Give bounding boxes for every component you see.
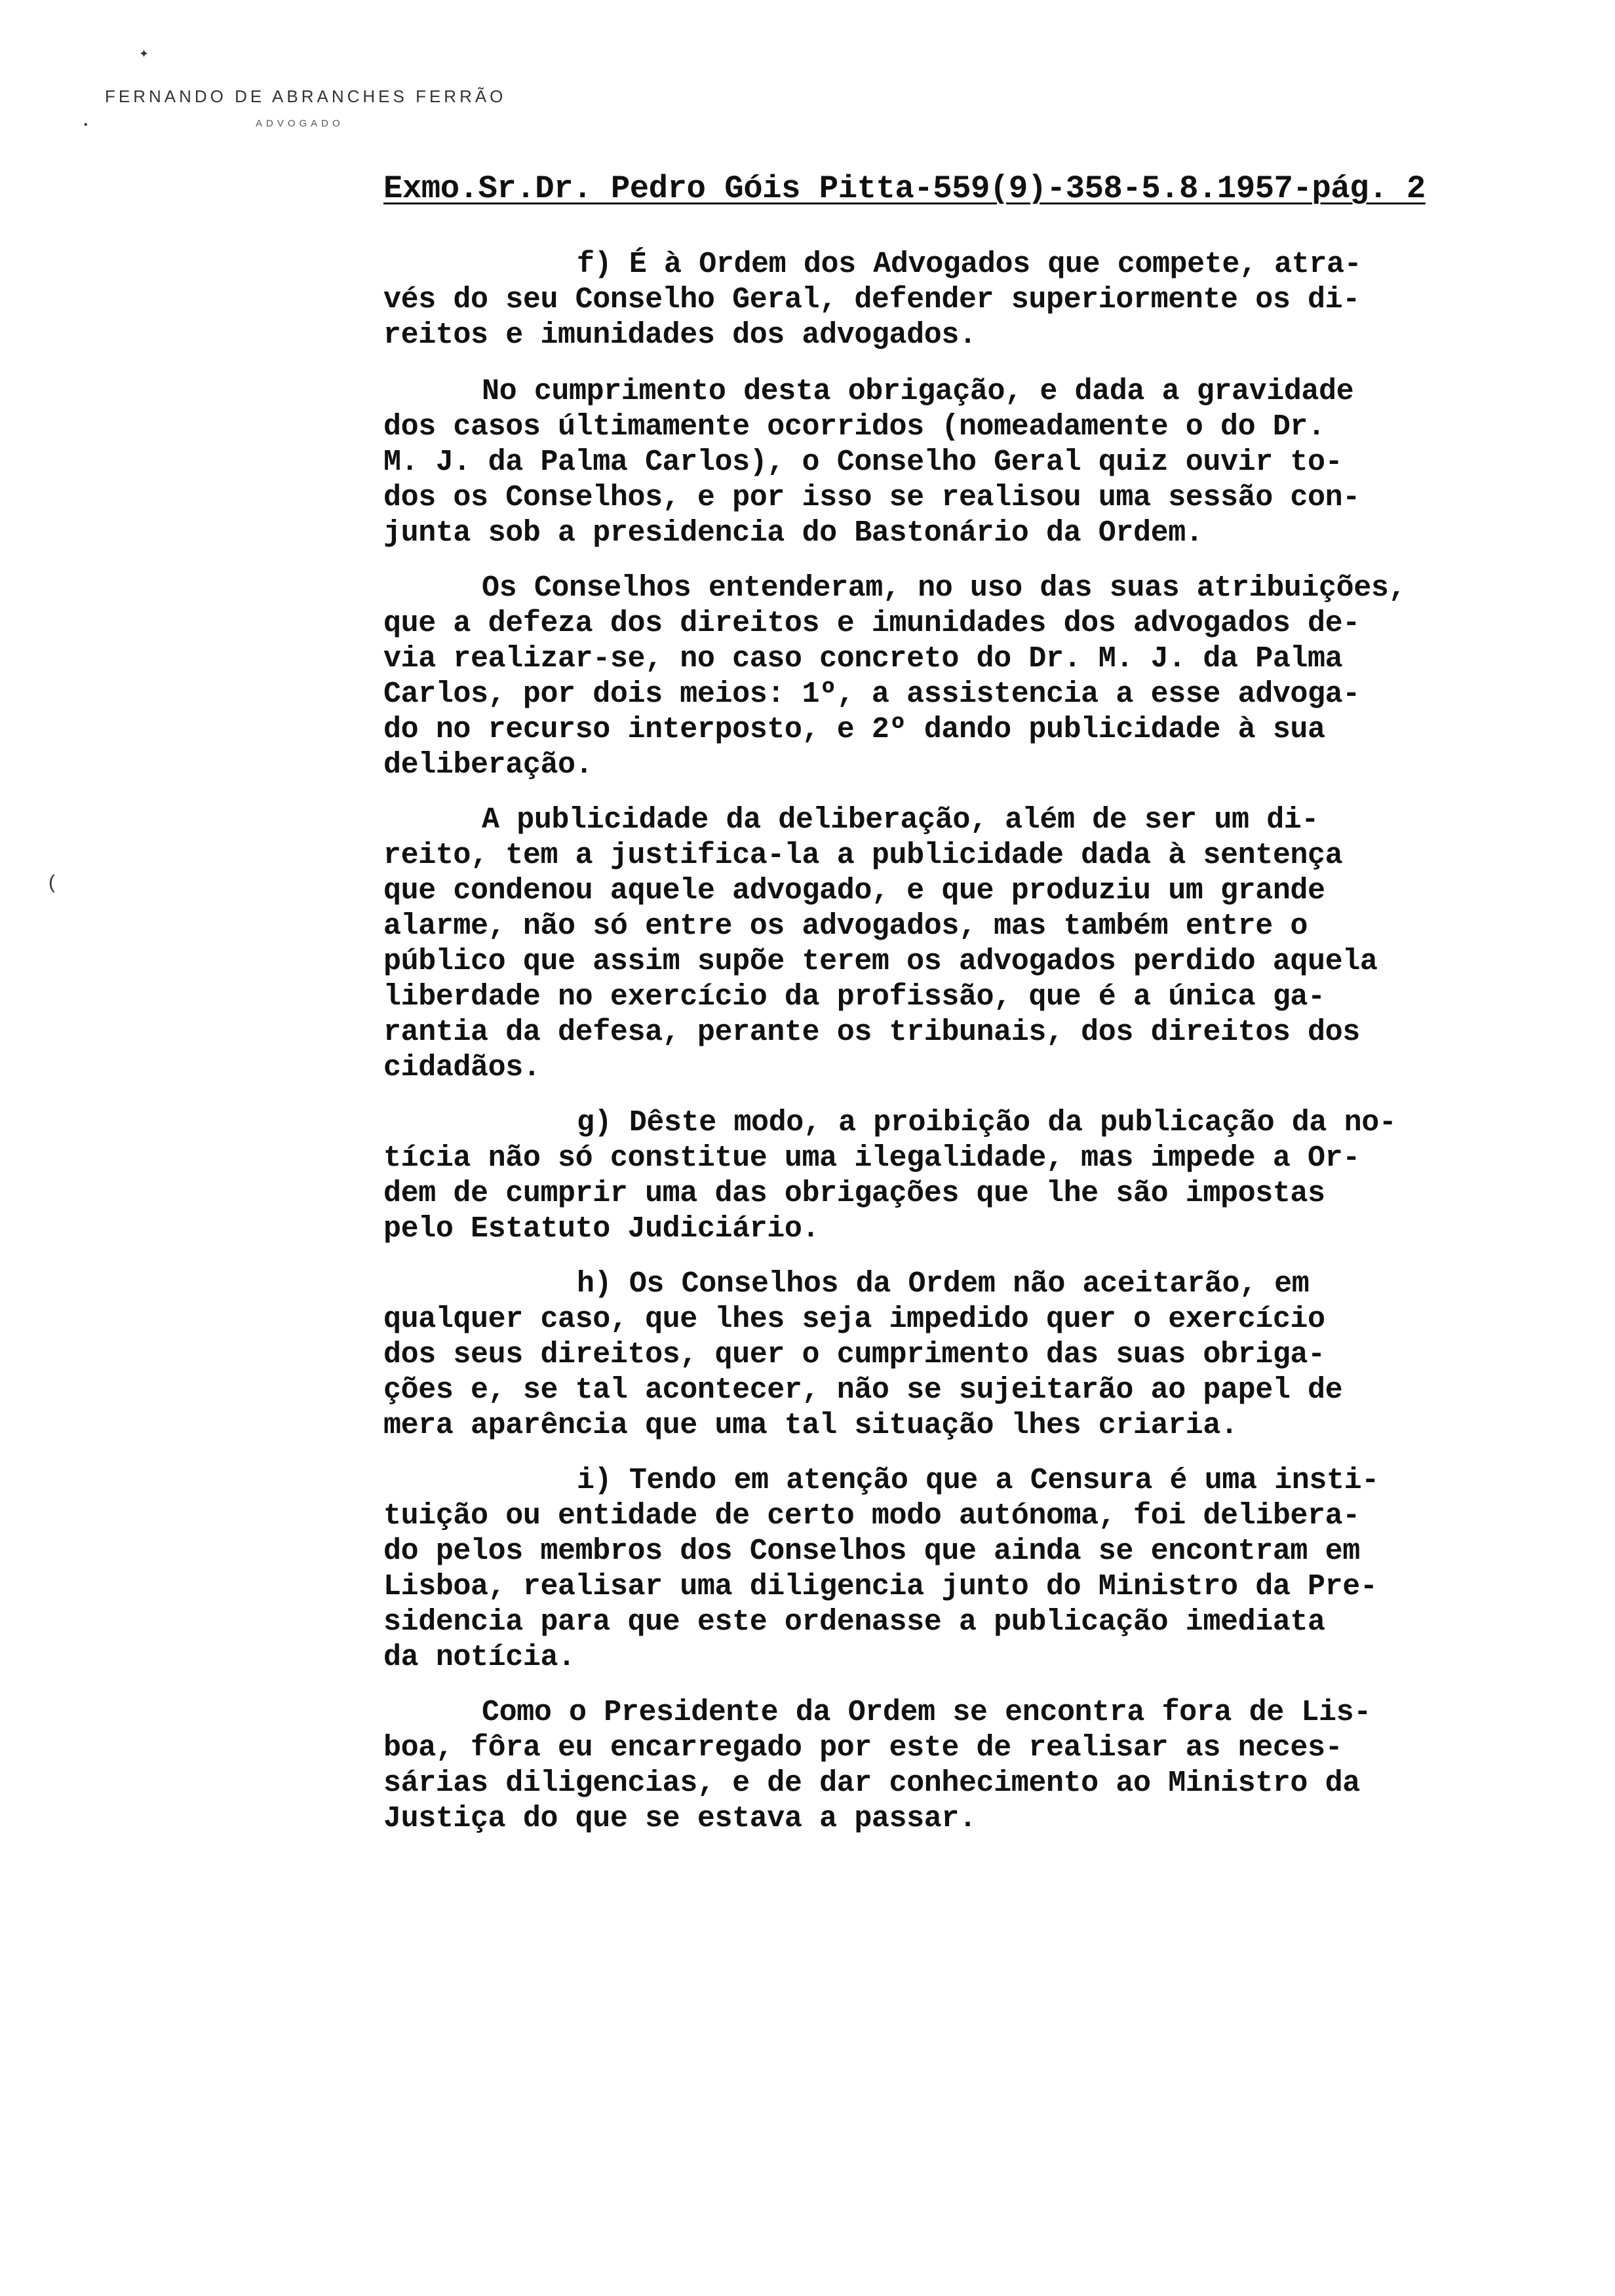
body-line: tícia não só constitue uma ilegalidade, mas impede a Or- [383,1141,1360,1175]
body-line: que a defeza dos direitos e imunidades dos advogados de- [383,607,1360,640]
body-line: da notícia. [383,1641,575,1674]
body-line: alarme, não só entre os advogados, mas também entre o [383,909,1308,943]
body-line: M. J. da Palma Carlos), o Conselho Geral quiz ouvir to- [383,446,1343,479]
body-line: deliberação. [383,748,593,782]
body-line: boa, fôra eu encarregado por este de realisar as neces- [383,1731,1343,1765]
body-line: A publicidade da deliberação, além de ser um di- [482,803,1319,837]
body-line: Os Conselhos entenderam, no uso das suas atribuições, [482,571,1407,605]
body-line: i) Tendo em atenção que a Censura é uma insti- [577,1464,1379,1497]
body-line: h) Os Conselhos da Ordem não aceitarão, em [577,1267,1310,1301]
body-line: No cumprimento desta obrigação, e dada a gravidade [482,375,1354,408]
ink-mark: • [84,119,88,130]
body-line: dos seus direitos, quer o cumprimento das suas obriga- [383,1338,1325,1371]
body-line: vés do seu Conselho Geral, defender superiormente os di- [383,283,1360,316]
body-line: pelo Estatuto Judiciário. [383,1212,820,1246]
body-line: dos os Conselhos, e por isso se realisou uma sessão con- [383,481,1360,514]
body-line: rantia da defesa, perante os tribunais, dos direitos dos [383,1016,1360,1049]
body-line: Lisboa, realisar uma diligencia junto do Ministro da Pre- [383,1570,1378,1603]
letterhead-role: ADVOGADO [256,118,344,129]
body-line: do no recurso interposto, e 2º dando publicidade à sua [383,713,1325,746]
body-line: reitos e imunidades dos advogados. [383,318,977,352]
body-line: sidencia para que este ordenasse a publicação imediata [383,1605,1325,1639]
body-line: Como o Presidente da Ordem se encontra fora de Lis- [482,1696,1371,1729]
body-line: f) É à Ordem dos Advogados que compete, atra- [577,248,1362,281]
body-line: g) Dêste modo, a proibição da publicação da no- [577,1106,1397,1139]
body-line: junta sob a presidencia do Bastonário da Ordem. [383,516,1203,550]
body-line: reito, tem a justifica-la a publicidade dada à sentença [383,839,1343,872]
page-header: Exmo.Sr.Dr. Pedro Góis Pitta-559(9)-358-5.8.1957-pág. 2 [383,170,1426,207]
body-line: Carlos, por dois meios: 1º, a assistencia a esse advoga- [383,678,1360,711]
body-line: mera aparência que uma tal situação lhes criaria. [383,1409,1238,1442]
body-line: ções e, se tal acontecer, não se sujeitarão ao papel de [383,1373,1343,1407]
body-line: que condenou aquele advogado, e que produziu um grande [383,874,1325,908]
body-line: qualquer caso, que lhes seja impedido quer o exercício [383,1303,1325,1336]
body-line: Justiça do que se estava a passar. [383,1802,977,1835]
letterhead-name: FERNANDO DE ABRANCHES FERRÃO [105,86,507,106]
body-line: dos casos últimamente ocorridos (nomeadamente o do Dr. [383,410,1325,444]
body-line: do pelos membros dos Conselhos que ainda se encontram em [383,1535,1360,1568]
body-line: liberdade no exercício da profissão, que é a única ga- [383,980,1325,1014]
body-line: via realizar-se, no caso concreto do Dr. M. J. da Palma [383,642,1343,676]
margin-mark: ( [49,871,55,893]
body-line: cidadãos. [383,1051,541,1084]
body-line: público que assim supõe terem os advogados perdido aquela [383,945,1378,978]
body-line: dem de cumprir uma das obrigações que lhe são impostas [383,1177,1325,1210]
body-line: tuição ou entidade de certo modo autónoma, foi delibera- [383,1499,1360,1533]
ink-mark: ✦ [139,47,149,60]
body-line: sárias diligencias, e de dar conhecimento ao Ministro da [383,1767,1360,1800]
